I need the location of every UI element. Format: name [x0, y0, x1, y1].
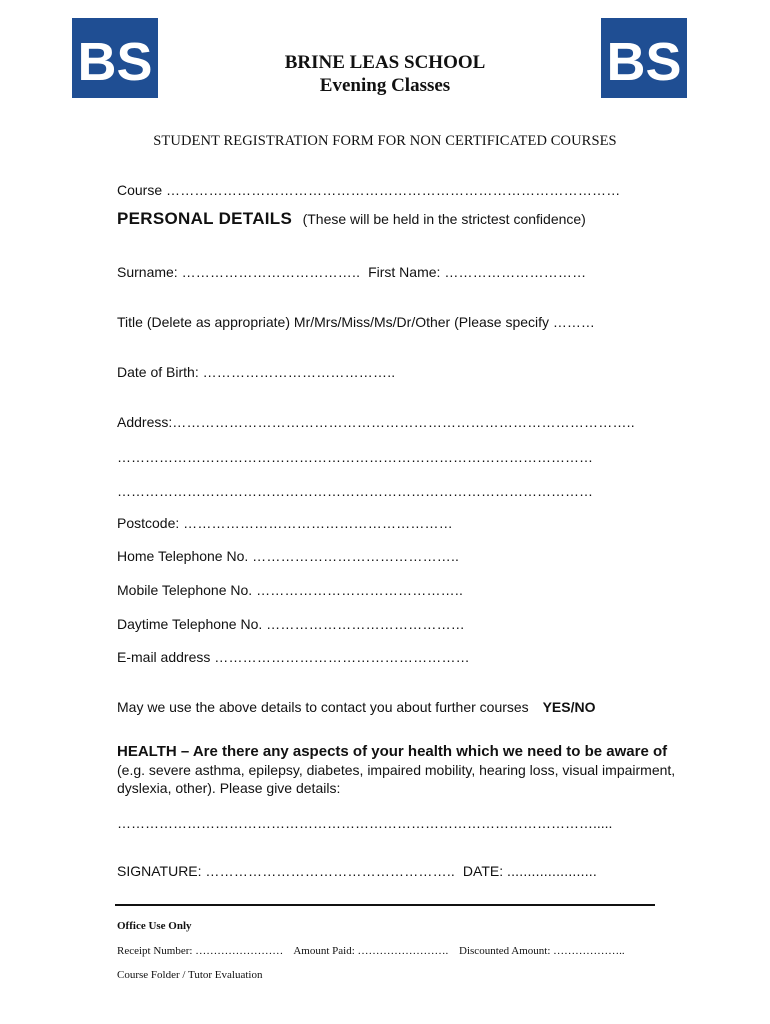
- signature-label: SIGNATURE:: [117, 863, 202, 879]
- dob-field[interactable]: …………………………………..: [202, 364, 396, 380]
- surname-label: Surname:: [117, 264, 178, 280]
- discount-field[interactable]: ………………..: [553, 945, 625, 957]
- course-label: Course: [117, 182, 163, 198]
- personal-details-title: PERSONAL DETAILS: [117, 209, 293, 228]
- title-label: Title (Delete as appropriate): [117, 314, 291, 330]
- title-options[interactable]: Mr/Mrs/Miss/Ms/Dr/Other (Please specify ………: [293, 314, 595, 330]
- address-field-1[interactable]: ……………………………………………………………………………………..: [172, 414, 635, 430]
- email-label: E-mail address: [117, 649, 211, 665]
- mobile-tel-field[interactable]: ……………………………………..: [256, 582, 464, 598]
- contact-row: [117, 699, 595, 715]
- school-name: BRINE LEAS SCHOOL: [284, 52, 486, 73]
- contact-answer[interactable]: YES/NO: [542, 699, 596, 715]
- logo-text: BS: [77, 32, 153, 92]
- email-field[interactable]: ………………………………………………: [214, 649, 470, 665]
- health-examples: (e.g. severe asthma, epilepsy, diabetes, impaired mobility, hearing loss, visual impairment, dyslexia, other). Please give details:: [117, 762, 676, 796]
- form-title: STUDENT REGISTRATION FORM FOR NON CERTIFICATED COURSES: [153, 133, 617, 149]
- dob-label: Date of Birth:: [117, 364, 199, 380]
- name-row: [117, 264, 586, 280]
- header: [0, 52, 770, 97]
- postcode-label: Postcode:: [117, 515, 180, 531]
- subtitle: Evening Classes: [319, 75, 451, 96]
- mobile-tel-label: Mobile Telephone No.: [117, 582, 253, 598]
- office-use-title: Office Use Only: [117, 920, 192, 932]
- address-field-3[interactable]: …………………………………………………………………………………………: [117, 483, 593, 499]
- health-details-field[interactable]: ………………………………………………………………………………………….....: [117, 815, 613, 831]
- amount-label: Amount Paid:: [293, 945, 355, 957]
- course-folder-label: Course Folder / Tutor Evaluation: [117, 969, 263, 981]
- date-field[interactable]: ......................: [507, 863, 597, 879]
- course-dots[interactable]: ……………………………………………………………………………………: [166, 182, 621, 198]
- health-question: HEALTH – Are there any aspects of your health which we need to be aware of: [117, 743, 668, 760]
- divider-rule: [115, 904, 655, 906]
- personal-details-heading: [117, 209, 586, 229]
- postcode-field[interactable]: …………………………………………………: [183, 515, 453, 531]
- contact-question: May we use the above details to contact you about further courses: [117, 699, 529, 715]
- office-payment-row: [117, 945, 625, 957]
- email-row: [117, 649, 470, 665]
- mobile-tel-row: [117, 582, 463, 598]
- date-label: DATE:: [462, 863, 504, 879]
- daytime-tel-field[interactable]: ……………………………………: [266, 616, 465, 632]
- first-name-label: First Name:: [368, 264, 441, 280]
- personal-details-note: (These will be held in the strictest confidence): [302, 211, 586, 227]
- postcode-row: [117, 515, 453, 531]
- home-tel-row: [117, 548, 459, 564]
- dob-row: [117, 364, 395, 380]
- course-field[interactable]: [117, 182, 620, 198]
- home-tel-label: Home Telephone No.: [117, 548, 249, 564]
- daytime-tel-label: Daytime Telephone No.: [117, 616, 263, 632]
- amount-field[interactable]: …………………….: [357, 945, 449, 957]
- discount-label: Discounted Amount:: [459, 945, 551, 957]
- logo-text: BS: [606, 32, 682, 92]
- health-section: [117, 742, 677, 797]
- receipt-field[interactable]: ……………………: [195, 945, 284, 957]
- daytime-tel-row: [117, 616, 465, 632]
- first-name-field[interactable]: …………………………: [444, 264, 587, 280]
- home-tel-field[interactable]: ……………………………………..: [252, 548, 460, 564]
- address-label: Address:: [117, 414, 173, 430]
- receipt-label: Receipt Number:: [117, 945, 193, 957]
- title-row[interactable]: [117, 314, 595, 330]
- address-row: [117, 414, 635, 430]
- surname-field[interactable]: ………………………………..: [181, 264, 361, 280]
- address-field-2[interactable]: …………………………………………………………………………………………: [117, 449, 593, 465]
- signature-row: [117, 863, 597, 879]
- signature-field[interactable]: ……………………………………………..: [205, 863, 456, 879]
